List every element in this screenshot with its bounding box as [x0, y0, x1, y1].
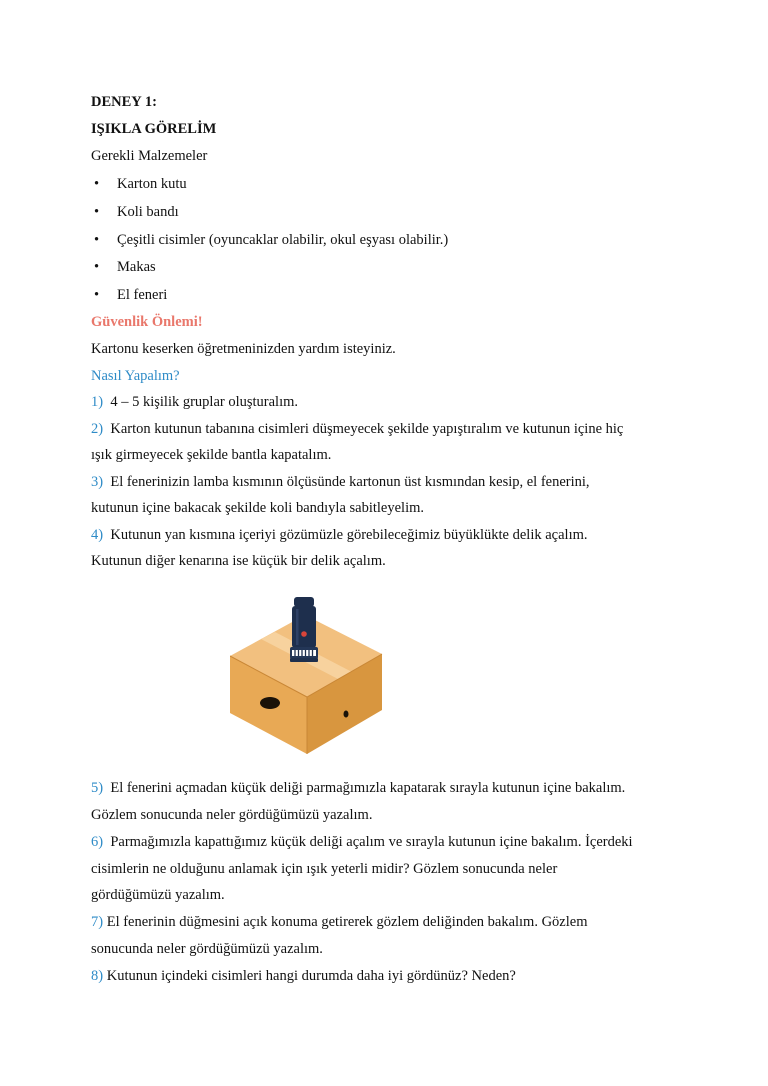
material-item: • Çeşitli cisimler (oyuncaklar olabilir, okul eşyası olabilir.): [94, 232, 449, 248]
material-item: • Makas: [94, 259, 156, 275]
step-2-continued: ışık girmeyecek şekilde bantla kapatalım.: [91, 447, 332, 463]
material-item: • Karton kutu: [94, 176, 187, 192]
step-1: 1) 4 – 5 kişilik gruplar oluşturalım.: [91, 394, 299, 410]
howto-heading: Nasıl Yapalım?: [91, 368, 180, 384]
materials-heading: Gerekli Malzemeler: [91, 148, 208, 164]
box-flashlight-illustration: [230, 597, 385, 754]
step-6-continued: cisimlerin ne olduğunu anlamak için ışık yeterli midir? Gözlem sonucunda neler: [91, 861, 558, 877]
safety-heading: Güvenlik Önlemi!: [91, 314, 203, 330]
step-4: 4) Kutunun yan kısmına içeriyi gözümüzle görebileceğimiz büyüklükte delik açalım.: [91, 527, 588, 543]
step-6: 6) Parmağımızla kapattığımız küçük deliği açalım ve sırayla kutunun içine bakalım. İçerdeki: [91, 834, 633, 850]
material-item: • Koli bandı: [94, 204, 179, 220]
step-8: 8) Kutunun içindeki cisimleri hangi durumda daha iyi gördünüz? Neden?: [91, 968, 516, 984]
bullet-icon: •: [94, 176, 100, 192]
safety-text: Kartonu keserken öğretmeninizden yardım isteyiniz.: [91, 341, 396, 357]
step-3: 3) El fenerinizin lamba kısmının ölçüsünde kartonun üst kısmından kesip, el fenerini,: [91, 474, 590, 490]
step-3-continued: kutunun içine bakacak şekilde koli bandıyla sabitleyelim.: [91, 500, 425, 516]
step-2: 2) Karton kutunun tabanına cisimleri düşmeyecek şekilde yapıştıralım ve kutunun içine hiç: [91, 421, 624, 437]
step-7-continued: sonucunda neler gördüğümüzü yazalım.: [91, 941, 323, 957]
step-4-continued: Kutunun diğer kenarına ise küçük bir delik açalım.: [91, 553, 386, 569]
bullet-icon: •: [94, 259, 100, 275]
step-7: 7) El fenerinin düğmesini açık konuma getirerek gözlem deliğinden bakalım. Gözlem: [91, 914, 588, 930]
viewing-hole: [260, 697, 280, 709]
material-item: • El feneri: [94, 287, 168, 303]
step-5-continued: Gözlem sonucunda neler gördüğümüzü yazalım.: [91, 807, 373, 823]
experiment-number: DENEY 1:: [91, 94, 157, 110]
bullet-icon: •: [94, 204, 100, 220]
bullet-icon: •: [94, 232, 100, 248]
experiment-title: IŞIKLA GÖRELİM: [91, 121, 217, 137]
step-5: 5) El fenerini açmadan küçük deliği parmağımızla kapatarak sırayla kutunun içine bakalım.: [91, 780, 626, 796]
small-hole: [344, 711, 349, 718]
bullet-icon: •: [94, 287, 100, 303]
step-6-continued-2: gördüğümüzü yazalım.: [91, 887, 225, 903]
flashlight-icon: [290, 597, 318, 662]
